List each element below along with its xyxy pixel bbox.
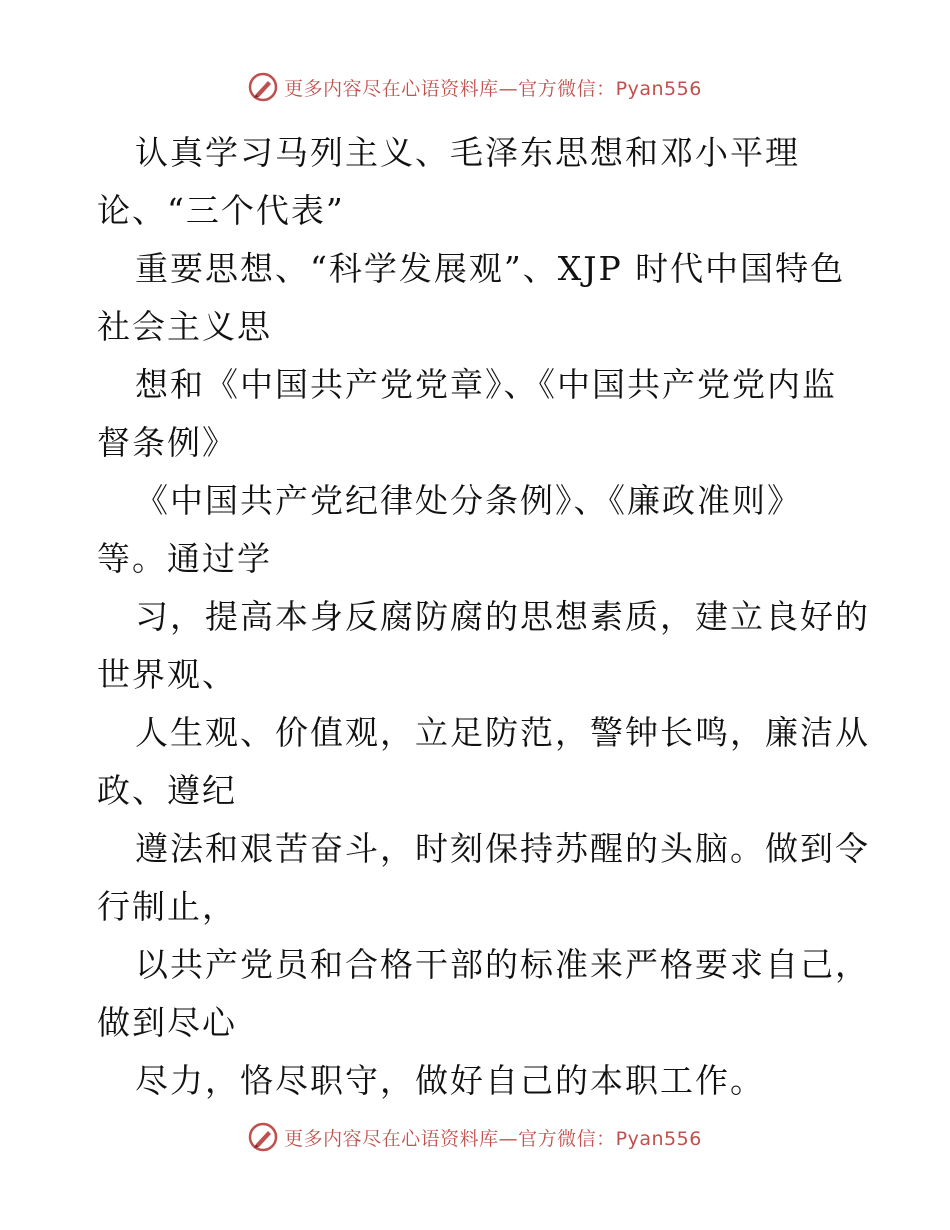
footer-banner [0,1122,950,1152]
body-line: 督条例》 [97,423,237,462]
body-line: 政、遵纪 [97,771,237,810]
body-line: 做到尽心 [97,1003,237,1042]
body-line: 世界观、 [97,655,237,694]
footer-banner-text: 更多内容尽在心语资料库—官方微信：Pyan556 [284,1127,702,1150]
body-line: 行制止， [97,887,237,926]
body-line: 《中国共产党纪律处分条例》、《廉政准则》 [135,481,802,520]
body-line: 重要思想、“科学发展观”、XJP 时代中国特色 [135,249,846,288]
pen-logo-icon [248,72,278,102]
body-line: 习，提高本身反腐防腐的思想素质，建立良好的 [135,597,870,636]
body-line: 想和《中国共产党党章》、《中国共产党党内监 [135,365,837,404]
body-line: 社会主义思 [97,307,272,346]
header-banner-text: 更多内容尽在心语资料库—官方微信：Pyan556 [284,77,702,100]
body-line: 认真学习马列主义、毛泽东思想和邓小平理 [135,133,800,172]
body-line: 以共产党员和合格干部的标准来严格要求自己， [135,945,870,984]
body-line: 人生观、价值观，立足防范，警钟长鸣，廉洁从 [135,713,870,752]
body-line: 遵法和艰苦奋斗，时刻保持苏醒的头脑。做到令 [135,829,870,868]
body-line: 论、“三个代表” [97,191,345,230]
header-banner [0,72,950,102]
body-line: 尽力，恪尽职守，做好自己的本职工作。 [135,1061,765,1100]
body-line: 等。通过学 [97,539,272,578]
pen-logo-icon [248,1122,278,1152]
document-body [97,124,870,1110]
